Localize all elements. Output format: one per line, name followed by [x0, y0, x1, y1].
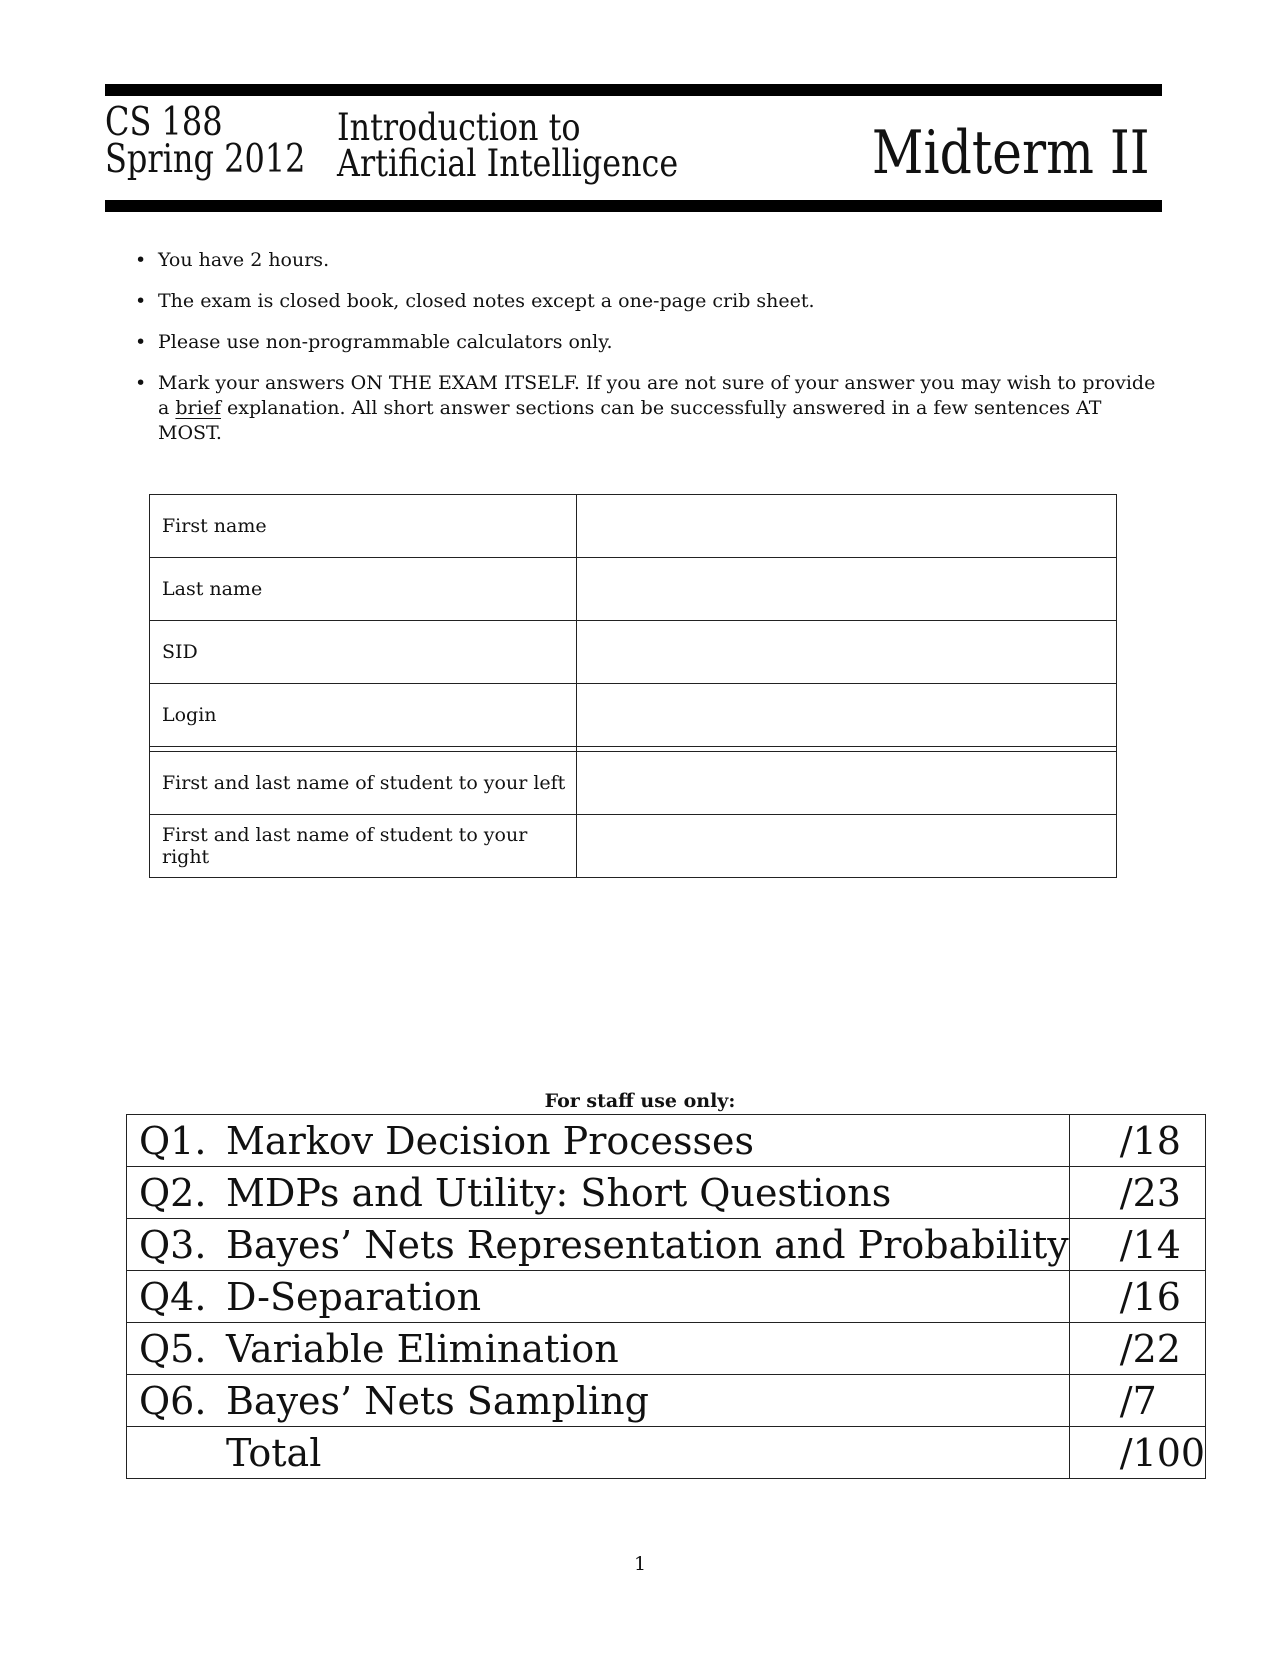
question-points: /14 [1069, 1219, 1205, 1271]
score-row [127, 1375, 1206, 1427]
course-block [105, 100, 306, 182]
question-number: Q5. [139, 1326, 207, 1371]
question-points: /16 [1069, 1271, 1205, 1323]
header-top-rule [105, 84, 1162, 96]
question-cell [127, 1271, 1070, 1323]
question-cell [127, 1167, 1070, 1219]
instructions-list [130, 248, 1162, 462]
total-row [127, 1427, 1206, 1479]
instruction-item: • You have 2 hours. [130, 248, 1162, 273]
info-row [150, 815, 1117, 878]
instruction-item [130, 371, 1162, 446]
question-cell [127, 1323, 1070, 1375]
sid-label: SID [150, 621, 577, 684]
first-name-field[interactable] [577, 495, 1117, 558]
login-field[interactable] [577, 684, 1117, 747]
question-title: Variable Elimination [226, 1326, 619, 1371]
question-title: D-Separation [226, 1274, 482, 1319]
subject-line-2: Artificial Intelligence [337, 142, 679, 185]
instruction-text: Mark your answers ON THE EXAM ITSELF. If you are not sure of your answer you may wish to provide a [158, 372, 1156, 419]
instruction-item: • The exam is closed book, closed notes except a one-page crib sheet. [130, 289, 1162, 314]
question-points: /18 [1069, 1115, 1205, 1167]
question-number: Q4. [139, 1274, 207, 1319]
subject-block [337, 106, 679, 185]
question-number: Q3. [139, 1222, 207, 1267]
question-title: Bayes’ Nets Sampling [226, 1378, 649, 1423]
score-row [127, 1323, 1206, 1375]
info-row [150, 558, 1117, 621]
right-neighbor-label: First and last name of student to your right [150, 815, 577, 878]
score-row [127, 1271, 1206, 1323]
score-row [127, 1167, 1206, 1219]
staff-caption: For staff use only: [544, 1090, 736, 1112]
score-row [127, 1219, 1206, 1271]
exam-title: Midterm II [872, 118, 1150, 188]
score-row [127, 1115, 1206, 1167]
instruction-item: • Please use non-programmable calculators only. [130, 330, 1162, 355]
instruction-text: explanation. All short answer sections can be successfully answered in a few sentences AT MOST. [158, 397, 1102, 444]
staff-score-table [126, 1114, 1206, 1479]
question-title: Bayes’ Nets Representation and Probability [226, 1222, 1069, 1267]
question-title: MDPs and Utility: Short Questions [226, 1170, 892, 1215]
total-label: Total [226, 1430, 322, 1475]
info-row [150, 684, 1117, 747]
right-neighbor-field[interactable] [577, 815, 1117, 878]
instruction-emphasis: brief [175, 397, 221, 419]
total-points: /100 [1069, 1427, 1205, 1479]
sid-field[interactable] [577, 621, 1117, 684]
question-points: /7 [1069, 1375, 1205, 1427]
course-code: CS 188 [105, 100, 223, 145]
question-cell [127, 1375, 1070, 1427]
subject-line-1: Introduction to [337, 106, 581, 149]
question-title: Markov Decision Processes [226, 1118, 755, 1163]
total-cell [127, 1427, 1070, 1479]
info-row [150, 621, 1117, 684]
login-label: Login [150, 684, 577, 747]
info-row [150, 752, 1117, 815]
question-number: Q1. [139, 1118, 207, 1163]
first-name-label: First name [150, 495, 577, 558]
header-bottom-rule [105, 200, 1162, 212]
student-info-table [149, 494, 1117, 878]
last-name-label: Last name [150, 558, 577, 621]
question-cell [127, 1219, 1070, 1271]
question-number: Q6. [139, 1378, 207, 1423]
question-points: /23 [1069, 1167, 1205, 1219]
question-points: /22 [1069, 1323, 1205, 1375]
question-number: Q2. [139, 1170, 207, 1215]
left-neighbor-field[interactable] [577, 752, 1117, 815]
course-term: Spring 2012 [105, 137, 306, 182]
page-number: 1 [633, 1553, 647, 1575]
info-row [150, 495, 1117, 558]
last-name-field[interactable] [577, 558, 1117, 621]
left-neighbor-label: First and last name of student to your left [150, 752, 577, 815]
question-cell [127, 1115, 1070, 1167]
